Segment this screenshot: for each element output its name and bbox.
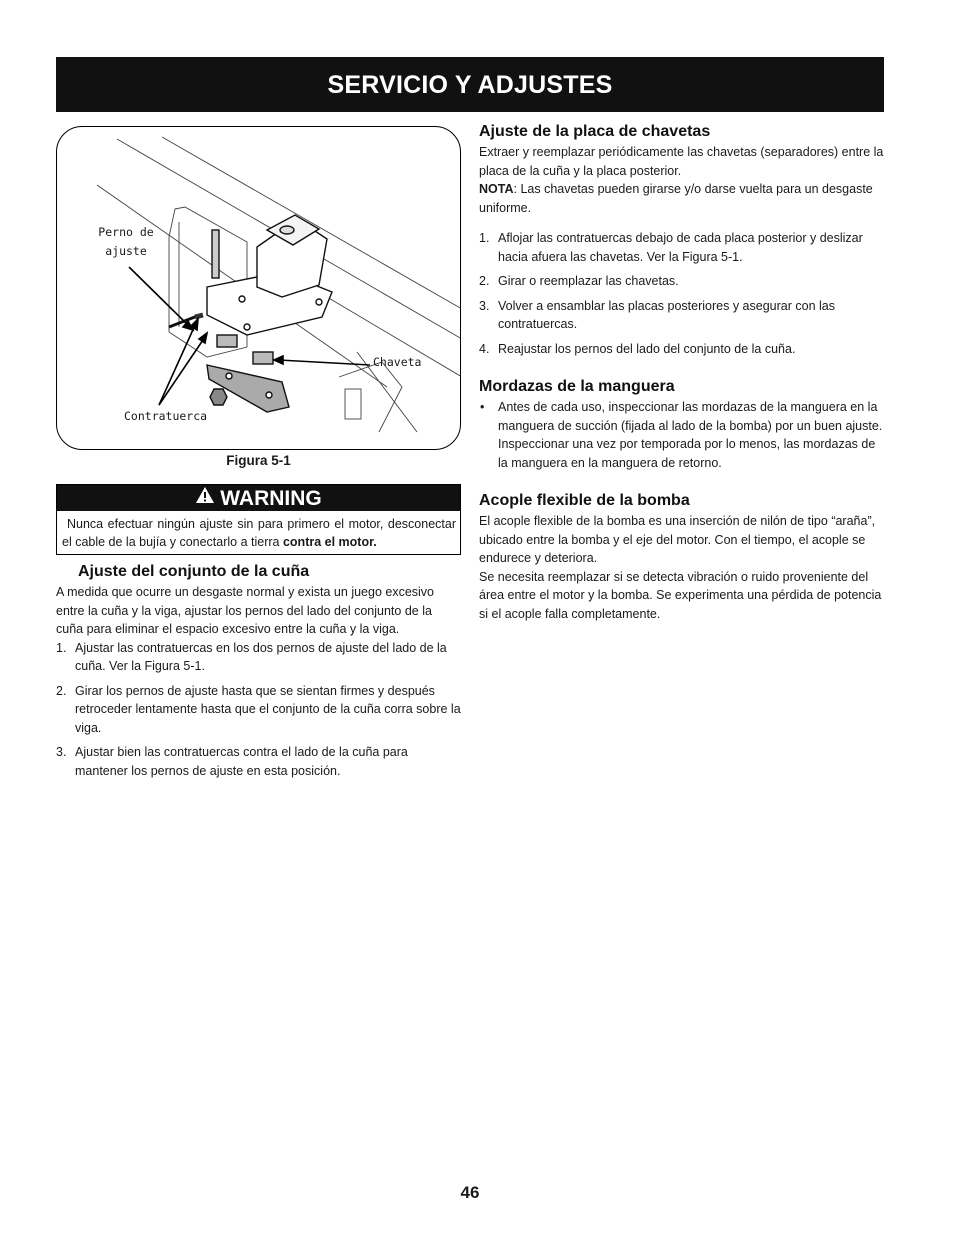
step-number: 1. <box>56 640 67 655</box>
step-text: Aflojar las contratuercas debajo de cada placa posterior y deslizar hacia afuera las chavetas. Ver la Figura 5-1. <box>498 231 863 264</box>
chaveta-label: Chaveta <box>373 355 422 369</box>
wedge-adjust-section <box>56 561 461 780</box>
step-number: 4. <box>479 341 490 356</box>
step-number: 3. <box>479 298 490 313</box>
contratuerca-label: Contratuerca <box>124 409 208 423</box>
keys-note <box>479 180 886 217</box>
list-item <box>479 229 886 266</box>
list-item <box>479 297 886 334</box>
step-text: Ajustar las contratuercas en los dos pernos de ajuste del lado de la cuña. Ver la Figura 5-1. <box>75 640 447 673</box>
step-text: Girar o reemplazar las chavetas. <box>498 274 679 288</box>
page-number: 46 <box>460 1183 480 1202</box>
coupling-para-2: Se necesita reemplazar si se detecta vibración o ruido proveniente del área entre el motor y la bomba. Se experimenta una pérdida de potencia si el acople falla completamente. <box>479 569 882 621</box>
bullet: • <box>480 400 485 414</box>
note-text: : Las chavetas pueden girarse y/o darse vuelta para un desgaste uniforme. <box>479 182 873 215</box>
keys-heading: Ajuste de la placa de chavetas <box>479 123 711 140</box>
note-label: NOTA <box>479 182 514 196</box>
coupling-para-1: El acople flexible de la bomba es una inserción de nilón de tipo “araña”, ubicado entre la bomba y el eje del motor. Con el tiempo, el acople se endurece y deteriora. <box>479 514 876 565</box>
page-title-bar <box>56 57 884 112</box>
list-item <box>479 272 886 291</box>
perno-label-line2: ajuste <box>105 244 147 258</box>
list-item <box>56 743 461 780</box>
figure-5-1 <box>56 126 461 450</box>
wedge-adjust-intro: A medida que ocurre un desgaste normal y exista un juego excesivo entre la cuña y la viga, ajustar los pernos del lado del conjunto de la cuña para eliminar el espacio excesivo entre la cuña y la viga. <box>56 585 435 636</box>
coupling-heading: Acople flexible de la bomba <box>479 492 690 509</box>
warning-text-normal: Nunca efectuar ningún ajuste sin para primero el motor, desconectar el cable de la bujía y conectarlo a tierra <box>62 517 456 549</box>
step-text: Volver a ensamblar las placas posteriores y asegurar con las contratuercas. <box>498 298 835 331</box>
list-item <box>56 639 461 676</box>
list-item <box>479 340 886 359</box>
right-column <box>479 121 886 623</box>
warning-triangle-icon <box>195 484 215 511</box>
step-text: Girar los pernos de ajuste hasta que se sientan firmes y después retroceder lentamente hasta que el conjunto de la cuña corra sobre la viga. <box>75 683 461 735</box>
step-number: 2. <box>56 683 67 698</box>
step-number: 1. <box>479 231 490 245</box>
wedge-assembly-illustration <box>57 127 461 450</box>
perno-de-ajuste-label <box>93 223 159 261</box>
page-title: SERVICIO Y ADJUSTES <box>327 71 613 99</box>
warning-heading: WARNING <box>220 487 322 510</box>
step-text: Ajustar bien las contratuercas contra el lado de la cuña para mantener los pernos de ajuste en esta posición. <box>75 745 408 778</box>
hose-text: Antes de cada uso, inspeccionar las mordazas de la manguera en la manguera de succión (fijada al lado de la bomba) por un buen ajuste. Inspeccionar una vez por temporada por lo menos, las mordazas de la manguera en la manguera de retorno. <box>498 400 883 470</box>
keys-intro: Extraer y reemplazar periódicamente las chavetas (separadores) entre la placa de la cuña y la placa posterior. <box>479 145 884 178</box>
warning-box <box>56 484 461 555</box>
step-number: 3. <box>56 745 67 759</box>
warning-header <box>57 485 460 511</box>
figure-caption: Figura 5-1 <box>226 453 291 468</box>
hose-heading: Mordazas de la manguera <box>479 378 675 395</box>
keys-steps <box>479 229 886 358</box>
wedge-adjust-heading: Ajuste del conjunto de la cuña <box>78 563 310 580</box>
list-item <box>479 398 886 472</box>
perno-label-line1: Perno de <box>98 225 154 239</box>
wedge-adjust-steps <box>56 639 461 781</box>
warning-text-bold: contra el motor. <box>282 535 377 549</box>
coupling-section <box>479 490 886 623</box>
list-item <box>56 682 461 738</box>
step-number: 2. <box>479 274 490 288</box>
step-text: Reajustar los pernos del lado del conjunto de la cuña. <box>498 341 796 356</box>
keys-section <box>479 121 886 358</box>
hose-section <box>479 376 886 472</box>
warning-text <box>57 511 460 551</box>
hose-list <box>479 398 886 472</box>
